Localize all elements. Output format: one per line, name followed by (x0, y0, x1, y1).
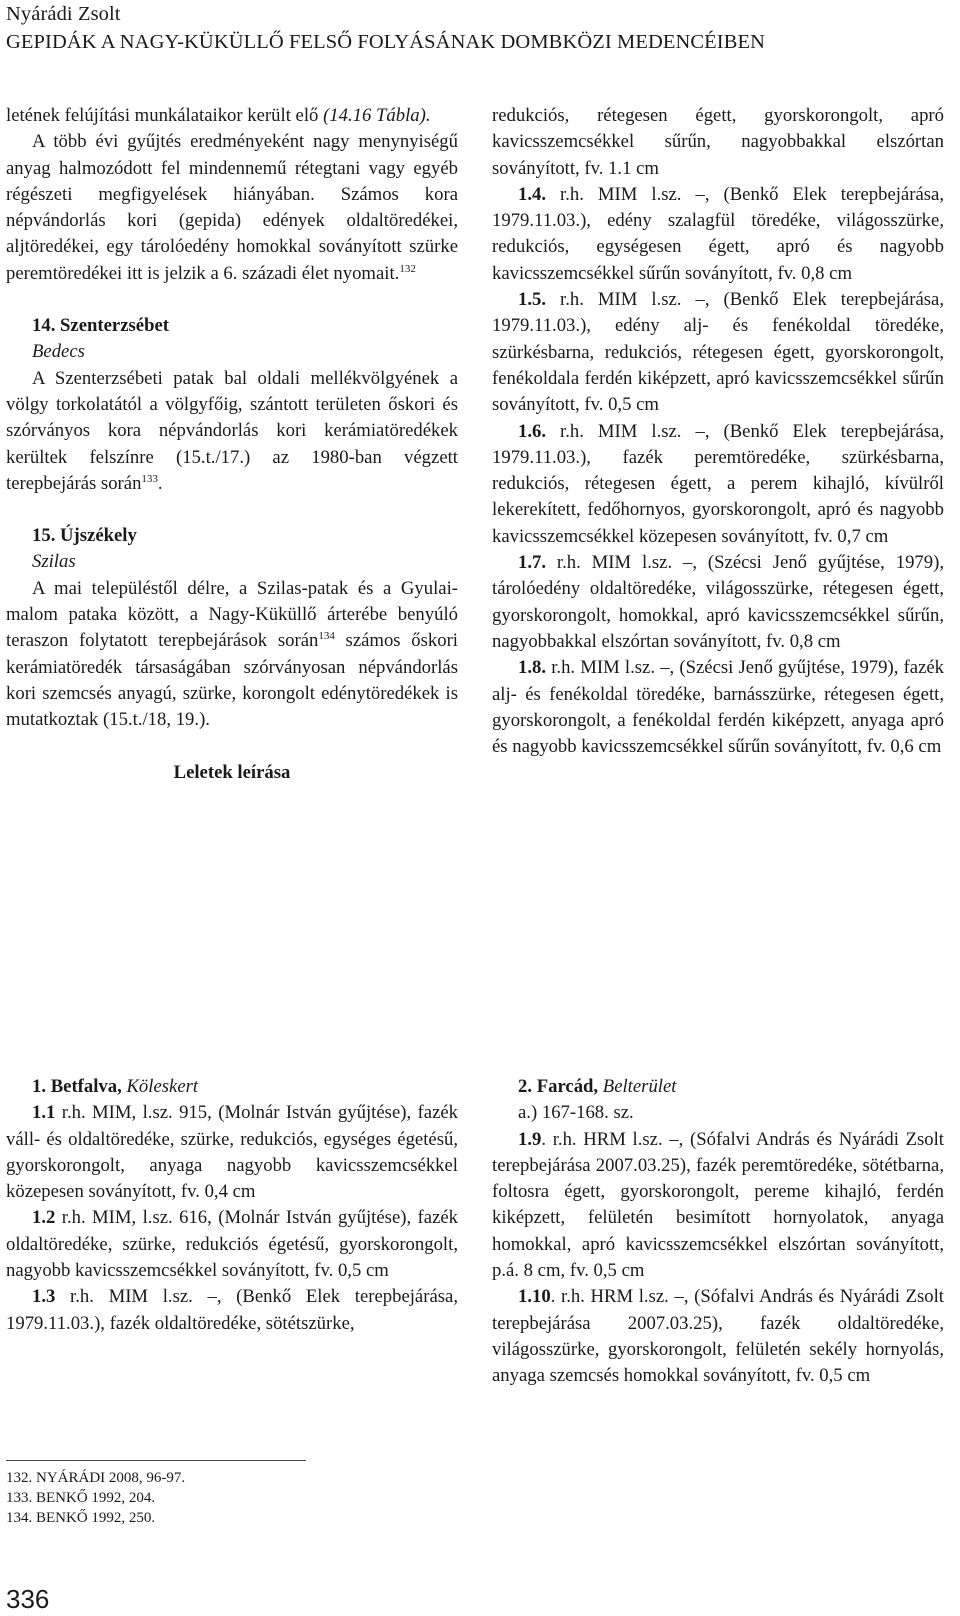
site-location: Belterület (598, 1076, 677, 1097)
find-item (6, 1284, 458, 1337)
find-item (492, 1284, 944, 1389)
item-number: 1.5. (518, 289, 547, 311)
header-author: Nyárádi Zsolt (6, 3, 121, 25)
site-name: 1. Betfalva, (32, 1076, 122, 1097)
text: A mai településtől délre, a Szilas-patak és a Gyulai-malom pataka között, a Nagy-Küküllő árterébe benyúló teraszon folytatott terepbejárások során (6, 577, 458, 652)
text: számos őskori kerámiatöredék társaságában szórványosan népvándorlás kori szemcsés anyagú, szürke, korongolt edénytöredékek is mutatkoztak (15.t./18, 19.). (6, 630, 459, 731)
text: r.h. MIM l.sz. –, (Szécsi Jenő gyűjtése, 1979), fazék alj- és fenékoldal töredéke, barnásszürke, rétegesen égett, gyorskorongolt, a fenékoldal ferdén kiképzett, anyaga apró és nagyobb kavicsszemcsékkel sűrűn soványított, fv. 0,6 cm (492, 657, 944, 758)
find-item (492, 1127, 944, 1285)
item-number: 1.2 (32, 1207, 56, 1229)
section-subtitle-14: Bedecs (32, 341, 85, 363)
item-number: 1.6. (518, 420, 547, 442)
text: . (157, 472, 163, 494)
footnote-ref: 132 (399, 262, 416, 275)
find-item (492, 550, 944, 655)
text: letének felújítási munkálataikor került elő (6, 105, 324, 126)
left-column-lower (6, 1074, 458, 1337)
find-item (6, 1100, 458, 1205)
footnote-134: 134. BENKŐ 1992, 250. (6, 1510, 156, 1526)
text: . r.h. HRM l.sz. –, (Sófalvi András és Nyárádi Zsolt terepbejárása 2007.03.25), fazék oldaltöredéke, világosszürke, gyorskorongolt, felületén sekély hornyolás, anyaga szemcsés homokkal soványított, fv. 0,5 cm (492, 1286, 944, 1387)
paragraph: redukciós, rétegesen égett, gyorskorongolt, apró kavicsszemcsékkel sűrűn, nagyobbakkal elszórtan soványított, fv. 1.1 cm (492, 105, 944, 179)
text: r.h. MIM l.sz. –, (Szécsi Jenő gyűjtése, 1979), tárolóedény oldaltöredéke, világosszürke, rétegesen égett, gyorskorongolt, homokkal, apró kavicsszemcsékkel sűrűn, nagyobbakkal elszórtan soványított, fv. 0,8 cm (492, 552, 944, 652)
site-subsection: a.) 167-168. sz. (518, 1102, 634, 1124)
item-number: 1.9 (518, 1128, 542, 1150)
table-reference: (14.16 Tábla). (323, 105, 431, 126)
header-title: GEPIDÁK A NAGY-KÜKÜLLŐ FELSŐ FOLYÁSÁNAK DOMBKÖZI MEDENCÉIBEN (6, 31, 766, 53)
item-number: 1.10 (518, 1286, 551, 1308)
section-subtitle-15: Szilas (32, 551, 76, 573)
paragraph (6, 129, 458, 287)
footnote-ref: 134 (318, 630, 335, 643)
footnote-133: 133. BENKŐ 1992, 204. (6, 1490, 156, 1506)
item-number: 1.1 (32, 1102, 56, 1124)
page-number: 336 (6, 1584, 50, 1614)
find-item (6, 1205, 458, 1284)
item-number: 1.7. (518, 552, 547, 574)
item-number: 1.3 (32, 1286, 56, 1308)
item-number: 1.4. (518, 183, 547, 205)
text: A több évi gyűjtés eredményeként nagy menynyiségű anyag halmozódott fel mindennemű rétegtani vagy egyéb régészeti megfigyelések hiányában. Számos kora népvándorlás kori (gepida) edények oldaltöredékei, aljtöredékei, egy tárolóedény homokkal soványított szürke peremtöredékei itt is jelzik a 6. századi élet nyomait. (6, 131, 458, 284)
text: r.h. MIM l.sz. –, (Benkő Elek terepbejárása, 1979.11.03.), edény alj- és fenékoldal töredéke, szürkésbarna, redukciós, rétegesen égett, gyorskorongolt, fenékoldala ferdén kiképzett, apró kavicsszemcsékkel sűrűn soványított, fv. 0,5 cm (492, 289, 944, 416)
item-number: 1.8. (518, 657, 547, 679)
site-title-1 (6, 1074, 458, 1100)
text: . r.h. HRM l.sz. –, (Sófalvi András és Nyárádi Zsolt terepbejárása 2007.03.25), fazék peremtöredéke, sötétbarna, foltosra égett, gyorskorongolt, pereme kihajló, ferdén kiképzett, felületén besimított hornyolatok, anyaga homokkal, apró kavicsszemcsékkel elszórtan soványított, p.á. 8 cm, fv. 0,5 cm (492, 1128, 944, 1282)
text: r.h. MIM l.sz. –, (Benkő Elek terepbejárása, 1979.11.03.), fazék peremtöredéke, szürkésbarna, redukciós, rétegesen égett, a perem kihajló, kívülről lekerekített, fedőhornyos, gyorskorongolt, apró és nagyobb kavicsszemcsékkel közepesen soványított, fv. 0,7 cm (492, 420, 944, 547)
section-title-15: 15. Újszékely (32, 525, 137, 547)
paragraph (6, 576, 458, 734)
left-column-upper (6, 103, 458, 786)
text: r.h. MIM l.sz. –, (Benkő Elek terepbejárása, 1979.11.03.), edény szalagfül töredéke, világosszürke, redukciós, egységesen égett, apró és nagyobb kavicsszemcsékkel sűrűn soványított, fv. 0,8 cm (492, 183, 944, 284)
find-item (492, 287, 944, 418)
find-item (492, 655, 944, 760)
right-column-lower (492, 1074, 944, 1390)
find-item (492, 182, 944, 287)
footnote-ref: 133 (141, 472, 158, 485)
site-location: Köleskert (121, 1076, 199, 1097)
section-title-14: 14. Szenterzsébet (32, 315, 169, 337)
paragraph (6, 366, 458, 497)
heading-findings: Leletek leírása (173, 761, 291, 783)
footnotes (6, 1468, 185, 1528)
footnote-divider (6, 1460, 306, 1461)
find-item (492, 419, 944, 550)
running-header (6, 0, 765, 56)
text: r.h. MIM l.sz. –, (Benkő Elek terepbejárása, 1979.11.03.), fazék oldaltöredéke, sötétszürke, (6, 1286, 458, 1334)
text: r.h. MIM, l.sz. 915, (Molnár István gyűjtése), fazék váll- és oldaltöredéke, szürke, redukciós, egységes égetésű, gyorskorongolt, anyaga nagyobb kavicsszemcsékkel közepesen soványított, fv. 0,4 cm (6, 1102, 458, 1203)
paragraph (6, 103, 458, 129)
text: A Szenterzsébeti patak bal oldali mellékvölgyének a völgy torkolatától a völgyfőig, szántott területen őskori és szórványos kora népvándorlás kori kerámiatöredékek kerültek felszínre (15.t./17.) az 1980-ban végzett terepbejárás során (6, 367, 458, 494)
right-column-upper (492, 103, 944, 760)
site-name: 2. Farcád, (518, 1076, 599, 1097)
text: r.h. MIM, l.sz. 616, (Molnár István gyűjtése), fazék oldaltöredéke, szürke, redukciós égetésű, gyorskorongolt, nagyobb kavicsszemcsékkel soványított, fv. 0,5 cm (6, 1207, 458, 1282)
footnote-132: 132. NYÁRÁDI 2008, 96-97. (6, 1470, 186, 1486)
site-title-2 (492, 1074, 944, 1100)
